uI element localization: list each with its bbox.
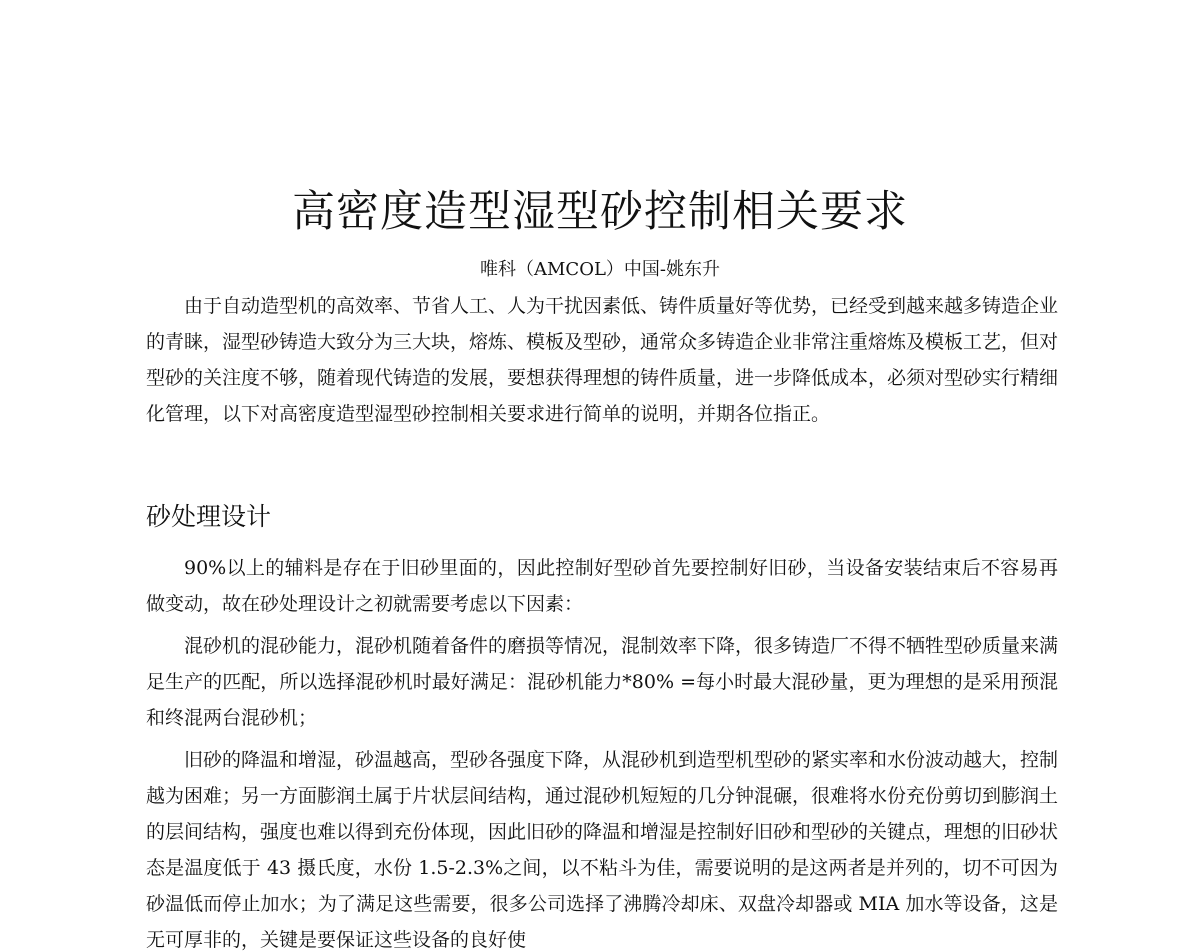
document-title: 高密度造型湿型砂控制相关要求 <box>292 187 908 237</box>
intro-paragraph: 由于自动造型机的高效率、节省人工、人为干扰因素低、铸件质量好等优势，已经受到越来越多铸造企业的青睐，湿型砂铸造大致分为三大块，熔炼、模板及型砂，通常众多铸造企业非常注重熔炼及模板工艺，但对型砂的关注度不够，随着现代铸造的发展，要想获得理想的铸件质量，进一步降低成本，必须对型砂实行精细化管理，以下对高密度造型湿型砂控制相关要求进行简单的说明，并期各位指正。 <box>146 295 1059 425</box>
paragraph-1: 90%以上的辅料是存在于旧砂里面的，因此控制好型砂首先要控制好旧砂，当设备安装结束后不容易再做变动，故在砂处理设计之初就需要考虑以下因素： <box>146 557 1058 615</box>
paragraph-3: 旧砂的降温和增湿，砂温越高，型砂各强度下降，从混砂机到造型机型砂的紧实率和水份波动越大，控制越为困难；另一方面膨润土属于片状层间结构，通过混砂机短短的几分钟混碾，很难将水份充份剪切到膨润土的层间结构，强度也难以得到充份体现，因此旧砂的降温和增湿是控制好旧砂和型砂的关键点，理想的旧砂状态是温度低于 43 摄氏度，水份 1.5-2.3%之间，以不粘斗为佳，需要说明的是这两者是并列的，切不可因为砂温低而停止加水；为了满足这些需要，很多公司选择了沸腾冷却床、双盘冷却器或 MIA 加水等设备，这是无可厚非的，关键是要保证这些设备的良好使 <box>146 749 1059 951</box>
section-heading: 砂处理设计 <box>146 502 272 531</box>
author-line: 唯科（AMCOL）中国-姚东升 <box>480 259 720 280</box>
paragraph-2: 混砂机的混砂能力，混砂机随着备件的磨损等情况，混制效率下降，很多铸造厂不得不牺牲型砂质量来满足生产的匹配，所以选择混砂机时最好满足：混砂机能力*80% =每小时最大混砂量，更为理想的是采用预混和终混两台混砂机； <box>146 635 1059 729</box>
